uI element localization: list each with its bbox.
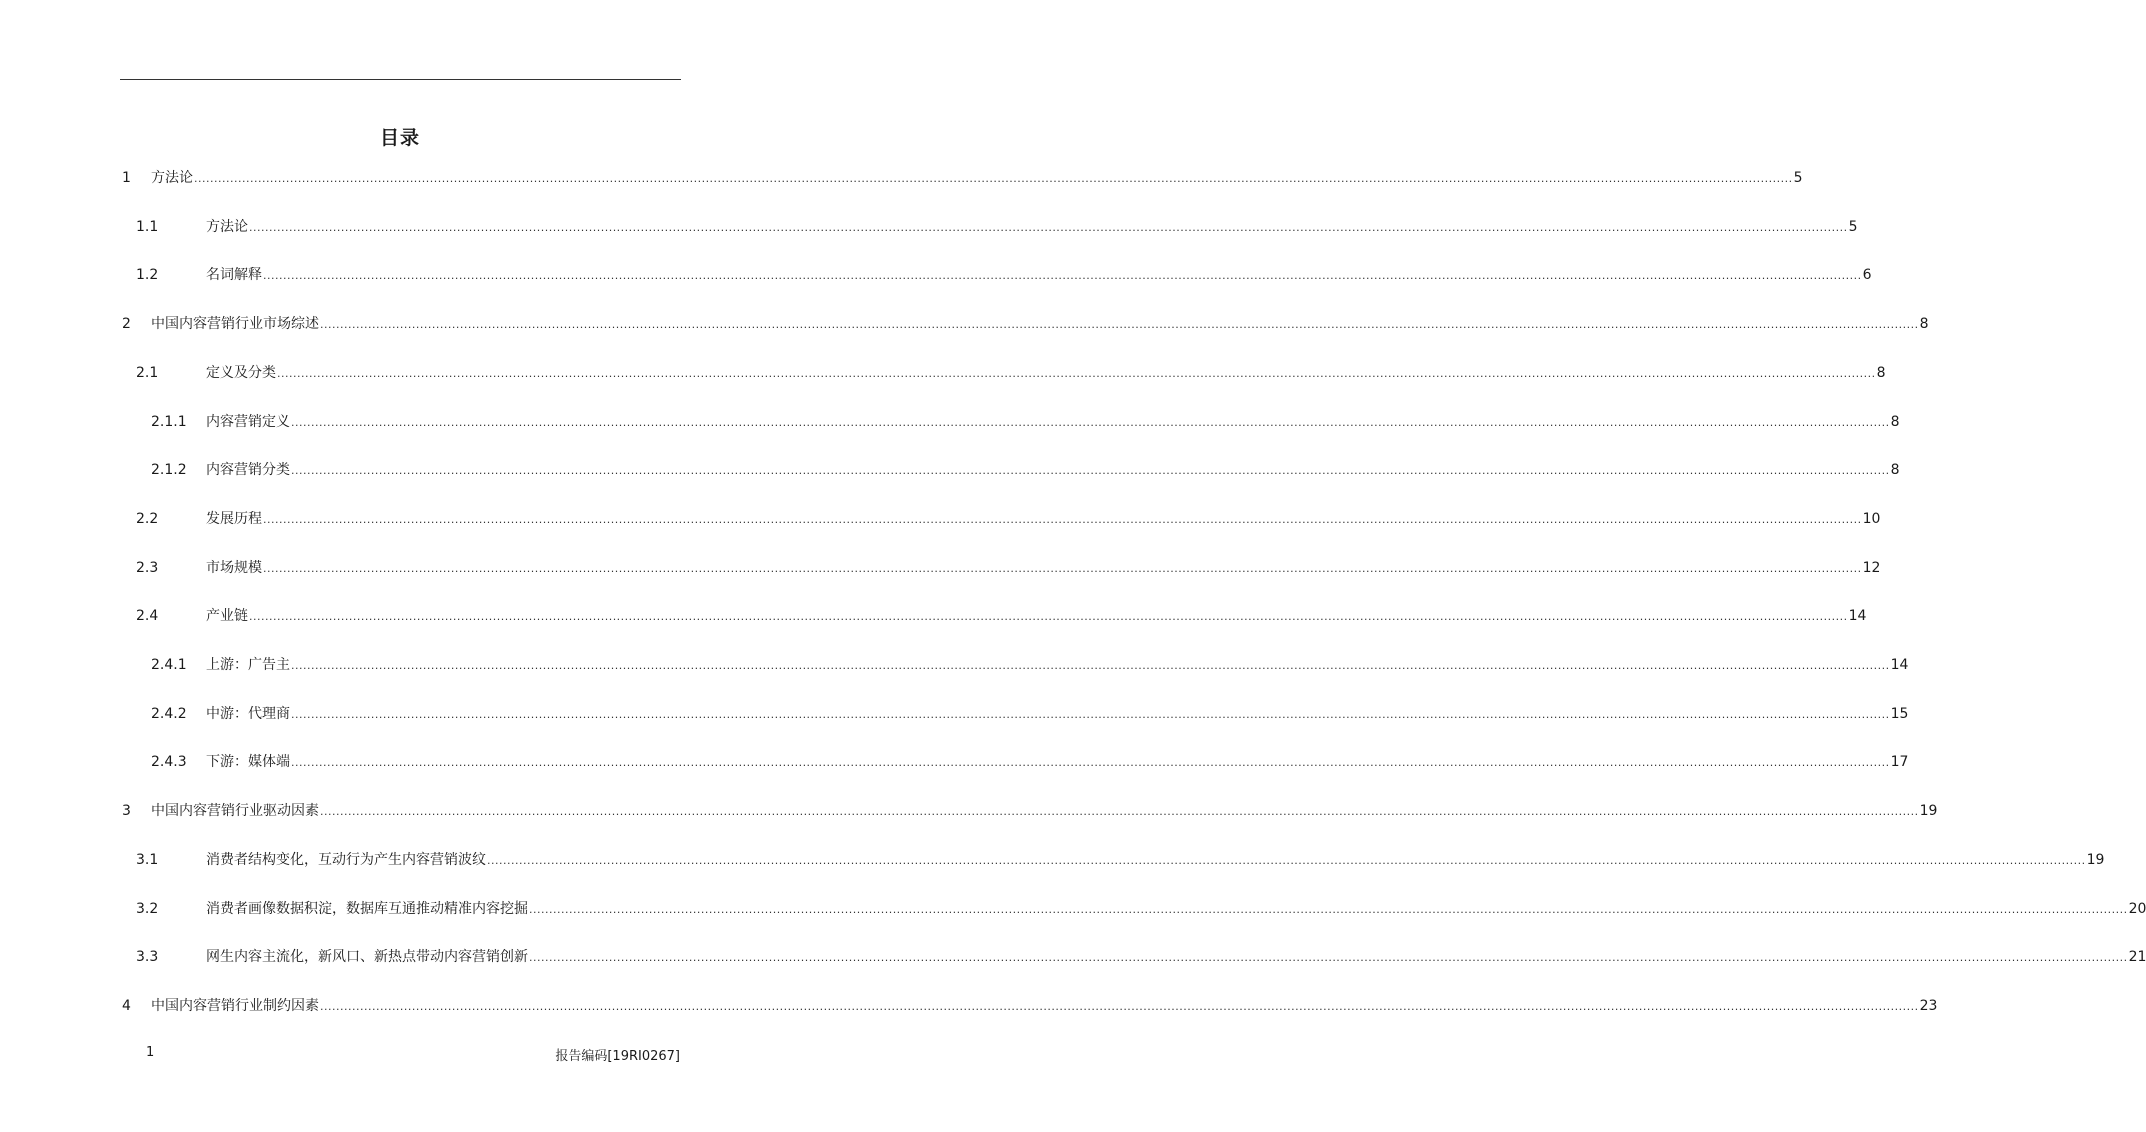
toc-entry-line [206, 703, 1909, 726]
toc-entry[interactable] [0, 898, 2146, 920]
toc-entry-number: 2 [122, 316, 131, 332]
toc-entry-number: 2.4.1 [151, 657, 187, 673]
toc-dot-leader: ................................................................................................................................................................................................................................................................................................................................................................................................................ [320, 318, 1919, 331]
toc-entry-line [206, 898, 2146, 921]
toc-dot-leader: ................................................................................................................................................................................................................................................................................................................................................................................................................ [291, 708, 1890, 721]
toc-entry-number: 3 [122, 803, 131, 819]
toc-entry-line [206, 557, 1881, 580]
toc-dot-leader: ................................................................................................................................................................................................................................................................................................................................................................................................................ [291, 659, 1890, 672]
toc-entry-line [206, 264, 1872, 287]
toc-entry-number: 2.1 [136, 365, 159, 381]
toc-dot-leader: ................................................................................................................................................................................................................................................................................................................................................................................................................ [249, 610, 1848, 623]
toc-entry-number: 2.1.1 [151, 414, 187, 430]
toc-entry[interactable] [0, 654, 1909, 676]
toc-entry-title: 方法论 [151, 170, 193, 186]
toc-entry-line [206, 216, 1858, 239]
toc-entry[interactable] [0, 751, 1909, 773]
toc-entry[interactable] [0, 216, 1858, 238]
toc-entry[interactable] [0, 946, 2146, 968]
toc-entry-title: 网生内容主流化，新风口、新热点带动内容营销创新 [206, 949, 528, 965]
toc-entry-page: 6 [1862, 267, 1872, 283]
toc-entry-title: 中国内容营销行业市场综述 [151, 316, 319, 332]
toc-entry[interactable] [0, 508, 1881, 530]
toc-dot-leader: ................................................................................................................................................................................................................................................................................................................................................................................................................ [291, 756, 1890, 769]
toc-entry-title: 名词解释 [206, 267, 262, 283]
toc-entry-page: 10 [1862, 511, 1881, 527]
toc-entry[interactable] [0, 313, 1929, 335]
toc-entry-number: 3.2 [136, 901, 159, 917]
toc-entry-number: 4 [122, 998, 131, 1014]
toc-entry-page: 23 [1919, 998, 1938, 1014]
toc-entry-line [151, 313, 1929, 336]
toc-entry-line [206, 605, 1867, 628]
toc-entry-page: 14 [1890, 657, 1909, 673]
toc-entry-title: 发展历程 [206, 511, 262, 527]
toc-entry-line [151, 167, 1803, 190]
toc-entry-page: 8 [1919, 316, 1929, 332]
toc-entry-page: 8 [1876, 365, 1886, 381]
toc-entry-page: 15 [1890, 706, 1909, 722]
toc-entry-line [206, 946, 2146, 969]
toc-entry-number: 2.3 [136, 560, 159, 576]
toc-entry-page: 19 [2086, 852, 2105, 868]
toc-entry-page: 5 [1793, 170, 1803, 186]
toc-entry-title: 市场规模 [206, 560, 262, 576]
toc-entry-number: 2.2 [136, 511, 159, 527]
toc-entry-title: 中游：代理商 [206, 706, 290, 722]
toc-dot-leader: ................................................................................................................................................................................................................................................................................................................................................................................................................ [277, 367, 1876, 380]
toc-entry[interactable] [0, 605, 1867, 627]
toc-entry-number: 3.3 [136, 949, 159, 965]
toc-dot-leader: ................................................................................................................................................................................................................................................................................................................................................................................................................ [263, 562, 1862, 575]
toc-entry-line [206, 751, 1909, 774]
toc-entry-page: 5 [1848, 219, 1858, 235]
toc-entry-number: 2.4.2 [151, 706, 187, 722]
toc-entry-title: 方法论 [206, 219, 248, 235]
toc-entry-line [151, 995, 1938, 1018]
toc-entry-line [206, 362, 1886, 385]
toc-entry-number: 1 [122, 170, 131, 186]
toc-dot-leader: ................................................................................................................................................................................................................................................................................................................................................................................................................ [263, 269, 1862, 282]
footer-report-code: 报告编码[19RI0267] [555, 1049, 680, 1064]
toc-entry-number: 1.1 [136, 219, 159, 235]
toc-entry-title: 内容营销分类 [206, 462, 290, 478]
toc-entry-title: 消费者结构变化，互动行为产生内容营销波纹 [206, 852, 486, 868]
toc-entry-page: 8 [1890, 462, 1900, 478]
toc-entry[interactable] [0, 264, 1872, 286]
toc-entry[interactable] [0, 557, 1881, 579]
toc-entry-number: 2.1.2 [151, 462, 187, 478]
toc-entry[interactable] [0, 703, 1909, 725]
toc-dot-leader: ................................................................................................................................................................................................................................................................................................................................................................................................................ [249, 221, 1848, 234]
toc-entry[interactable] [0, 167, 1803, 189]
toc-entry[interactable] [0, 362, 1886, 384]
toc-entry-line [206, 654, 1909, 677]
toc-dot-leader: ................................................................................................................................................................................................................................................................................................................................................................................................................ [291, 464, 1890, 477]
toc-entry[interactable] [0, 459, 1900, 481]
toc-entry-line [206, 411, 1900, 434]
toc-entry-line [206, 849, 2105, 872]
toc-entry[interactable] [0, 849, 2105, 871]
toc-dot-leader: ................................................................................................................................................................................................................................................................................................................................................................................................................ [320, 1000, 1919, 1013]
toc-entry-page: 19 [1919, 803, 1938, 819]
toc-entry-page: 21 [2128, 949, 2146, 965]
toc-entry-title: 产业链 [206, 608, 248, 624]
toc-entry[interactable] [0, 800, 1938, 822]
toc-entry-number: 2.4 [136, 608, 159, 624]
toc-entry-title: 内容营销定义 [206, 414, 290, 430]
toc-dot-leader: ................................................................................................................................................................................................................................................................................................................................................................................................................ [487, 854, 2086, 867]
toc-dot-leader: ................................................................................................................................................................................................................................................................................................................................................................................................................ [529, 903, 2128, 916]
toc-entry-line [151, 800, 1938, 823]
toc-entry-page: 8 [1890, 414, 1900, 430]
toc-dot-leader: ................................................................................................................................................................................................................................................................................................................................................................................................................ [529, 951, 2128, 964]
toc-entry-page: 14 [1848, 608, 1867, 624]
toc-entry-page: 12 [1862, 560, 1881, 576]
toc-entry-title: 中国内容营销行业制约因素 [151, 998, 319, 1014]
toc-entry-title: 中国内容营销行业驱动因素 [151, 803, 319, 819]
toc-dot-leader: ................................................................................................................................................................................................................................................................................................................................................................................................................ [320, 805, 1919, 818]
toc-entry-number: 2.4.3 [151, 754, 187, 770]
toc-entry-number: 1.2 [136, 267, 159, 283]
toc-entry-title: 定义及分类 [206, 365, 276, 381]
toc-dot-leader: ................................................................................................................................................................................................................................................................................................................................................................................................................ [194, 172, 1793, 185]
toc-entry-title: 消费者画像数据积淀，数据库互通推动精准内容挖掘 [206, 901, 528, 917]
toc-dot-leader: ................................................................................................................................................................................................................................................................................................................................................................................................................ [263, 513, 1862, 526]
toc-dot-leader: ................................................................................................................................................................................................................................................................................................................................................................................................................ [291, 416, 1890, 429]
toc-title: 目录 [379, 127, 420, 149]
toc-entry-page: 20 [2128, 901, 2146, 917]
toc-entry-line [206, 508, 1881, 531]
toc-entry[interactable] [0, 995, 1938, 1017]
toc-entry-title: 下游：媒体端 [206, 754, 290, 770]
toc-entry-number: 3.1 [136, 852, 159, 868]
toc-entry-line [206, 459, 1900, 482]
toc-entry[interactable] [0, 411, 1900, 433]
toc-entry-page: 17 [1890, 754, 1909, 770]
toc-entry-title: 上游：广告主 [206, 657, 290, 673]
footer-page-number: 1 [146, 1045, 155, 1060]
